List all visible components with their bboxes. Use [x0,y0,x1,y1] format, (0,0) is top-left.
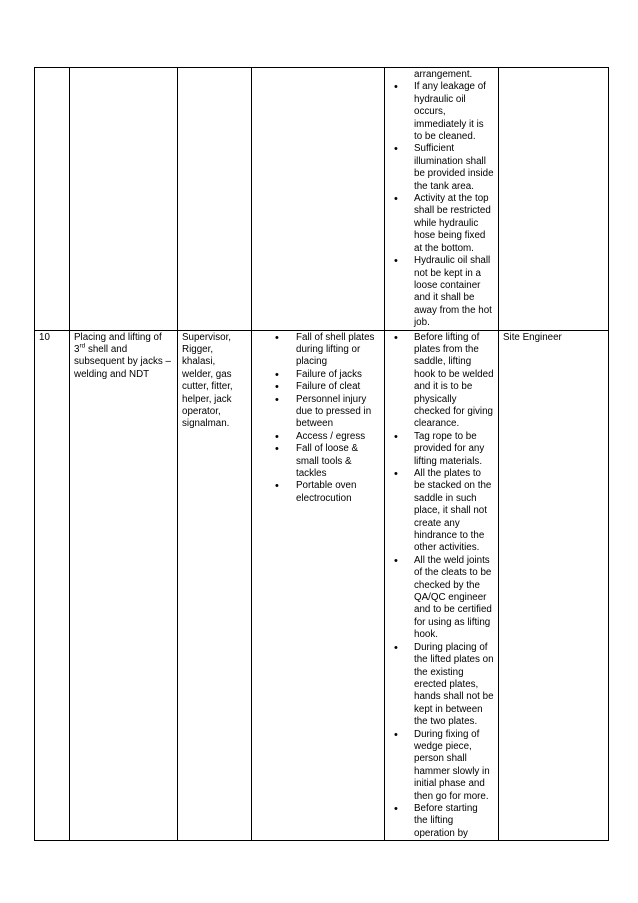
responsible-cell: Site Engineer [499,330,609,841]
hazard-table [34,67,609,841]
list-item: • Portable oven electrocution [256,480,380,505]
hazards-cell [252,68,385,331]
list-item: • Tag rope to be provided for any lifting materials. [389,431,494,468]
list-item: • During fixing of wedge piece, person shall hammer slowly in initial phase and then go for more. [389,729,494,803]
list-item: • Activity at the top shall be restricted while hydraulic hose being fixed at the bottom. [389,193,494,255]
responsible-cell [499,68,609,331]
list-item: • Failure of cleat [256,381,380,393]
list-item: • Failure of jacks [256,369,380,381]
list-item: • Access / egress [256,431,380,443]
list-item: • If any leakage of hydraulic oil occurs, immediately it is to be cleaned. [389,81,494,143]
list-item: • Personnel injury due to pressed in between [256,394,380,431]
list-item: • All the plates to be stacked on the saddle in such place, it shall not create any hindrance to the other activities. [389,468,494,555]
list-item: arrangement. [414,69,473,80]
list-item: • Hydraulic oil shall not be kept in a loose container and it shall be away from the hot job. [389,255,494,329]
list-item: • Sufficient illumination shall be provided inside the tank area. [389,143,494,193]
list-item: • Before lifting of plates from the saddle, lifting hook to be welded and it is to be physically checked for giving clearance. [389,332,494,431]
activity-superscript: rd [79,342,86,350]
table-row [35,330,609,841]
list-item: • During placing of the lifted plates on the existing erected plates, hands shall not be kept in between the two plates. [389,642,494,729]
activity-cell [70,68,178,331]
list-item: • Before starting the lifting operation by [389,803,494,840]
list-item: • Fall of shell plates during lifting or placing [256,332,380,369]
list-item: • Fall of loose & small tools & tackles [256,443,380,480]
table-row [35,68,609,331]
controls-cell [385,68,499,331]
hazards-list [256,332,380,506]
list-item: • All the weld joints of the cleats to be checked by the QA/QC engineer and to be certified for using as lifting hook. [389,555,494,642]
hazards-cell [252,330,385,841]
personnel-cell [178,68,252,331]
controls-list [389,332,494,841]
controls-cell [385,330,499,841]
activity-cell [70,330,178,841]
personnel-cell: Supervisor, Rigger, khalasi, welder, gas cutter, fitter, helper, jack operator, signalman. [178,330,252,841]
controls-list [389,69,494,330]
activity-text-rest: shell and subsequent by jacks – welding and NDT [74,343,171,380]
serial-number-cell [35,68,70,331]
activity-text: Placing and lifting of 3 [74,331,162,355]
serial-number-cell: 10 [35,330,70,841]
